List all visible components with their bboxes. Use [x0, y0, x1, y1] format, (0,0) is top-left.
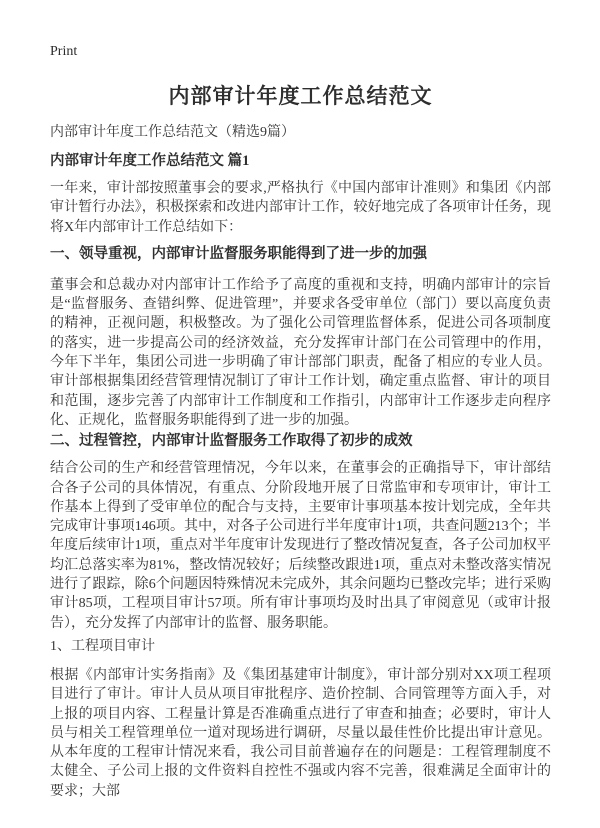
section-2-heading: 二、过程管控，内部审计监督服务工作取得了初步的成效 [50, 433, 413, 450]
section-2-paragraph: 结合公司的生产和经营管理情况，今年以来，在董事会的正确指导下，审计部结合各子公司的具体情况，有重点、分阶段地开展了日常监审和专项审计，审计工作基本上得到了受审单位的配合与支持，主要审计事项基本按计划完成，全年共完成审计事项146项。其中，对各子公司进行半年度审计1项，共查问题213个；半年度后续审计1项，重点对半年度审计发现进行了整改情况复查，各子公司加权平均汇总落实率为81%，整改情况较好；后续整改跟进1项，重点对未整改落实情况进行了跟踪，除6个问题因特殊情况未完成外，其余问题均已整改完毕；进行采购审计85项，工程项目审计57项。所有审计事项均及时出具了审阅意见（或审计报告），充分发挥了内部审计的监督、服务职能。 [50, 461, 551, 631]
document-subtitle: 内部审计年度工作总结范文（精选9篇） [50, 125, 295, 140]
section-1-paragraph: 董事会和总裁办对内部审计工作给予了高度的重视和支持，明确内部审计的宗旨是“监督服务、查错纠弊、促进管理”，并要求各受审单位（部门）要以高度负责的精神，正视问题，积极整改。为了强化公司管理监督体系，促进公司各项制度的落实，进一步提高公司的经济效益，充分发挥审计部门在公司管理中的作用，今年下半年，集团公司进一步明确了审计部部门职责，配备了相应的专业人员。审计部根据集团经营管理情况制订了审计工作计划，确定重点监督、审计的项目和范围，逐步完善了内部审计工作制度和工作指引，内部审计工作逐步走向程序化、正规化，监督服务职能得到了进一步的加强。 [50, 277, 551, 428]
document-title: 内部审计年度工作总结范文 [168, 84, 433, 108]
print-button[interactable]: Print [50, 44, 78, 59]
subsection-1-paragraph: 根据《内部审计实务指南》及《集团基建审计制度》，审计部分别对XX项工程项目进行了审计。审计人员从项目审批程序、造价控制、合同管理等方面入手，对上报的项目内容、工程量计算是否准确重点进行了审查和抽查；必要时，审计人员与相关工程管理单位一道对现场进行调研，尽量以最佳性价比提出审计意见。从本年度的工程审计情况来看，我公司目前普遍存在的问题是：工程管理制度不太健全、子公司上报的文件资料自控性不强或内容不完善，很难满足全面审计的要求；大部 [50, 667, 551, 799]
part-1-heading: 内部审计年度工作总结范文 篇1 [50, 153, 250, 169]
section-1-heading: 一、领导重视，内部审计监督服务职能得到了进一步的加强 [50, 245, 427, 262]
subsection-1-heading: 1、工程项目审计 [50, 638, 155, 654]
intro-paragraph: 一年来，审计部按照董事会的要求,严格执行《中国内部审计准则》和集团《内部审计暂行办法》，积极探索和改进内部审计工作，较好地完成了各项审计任务，现将X年内部审计工作总结如下： [50, 181, 551, 235]
